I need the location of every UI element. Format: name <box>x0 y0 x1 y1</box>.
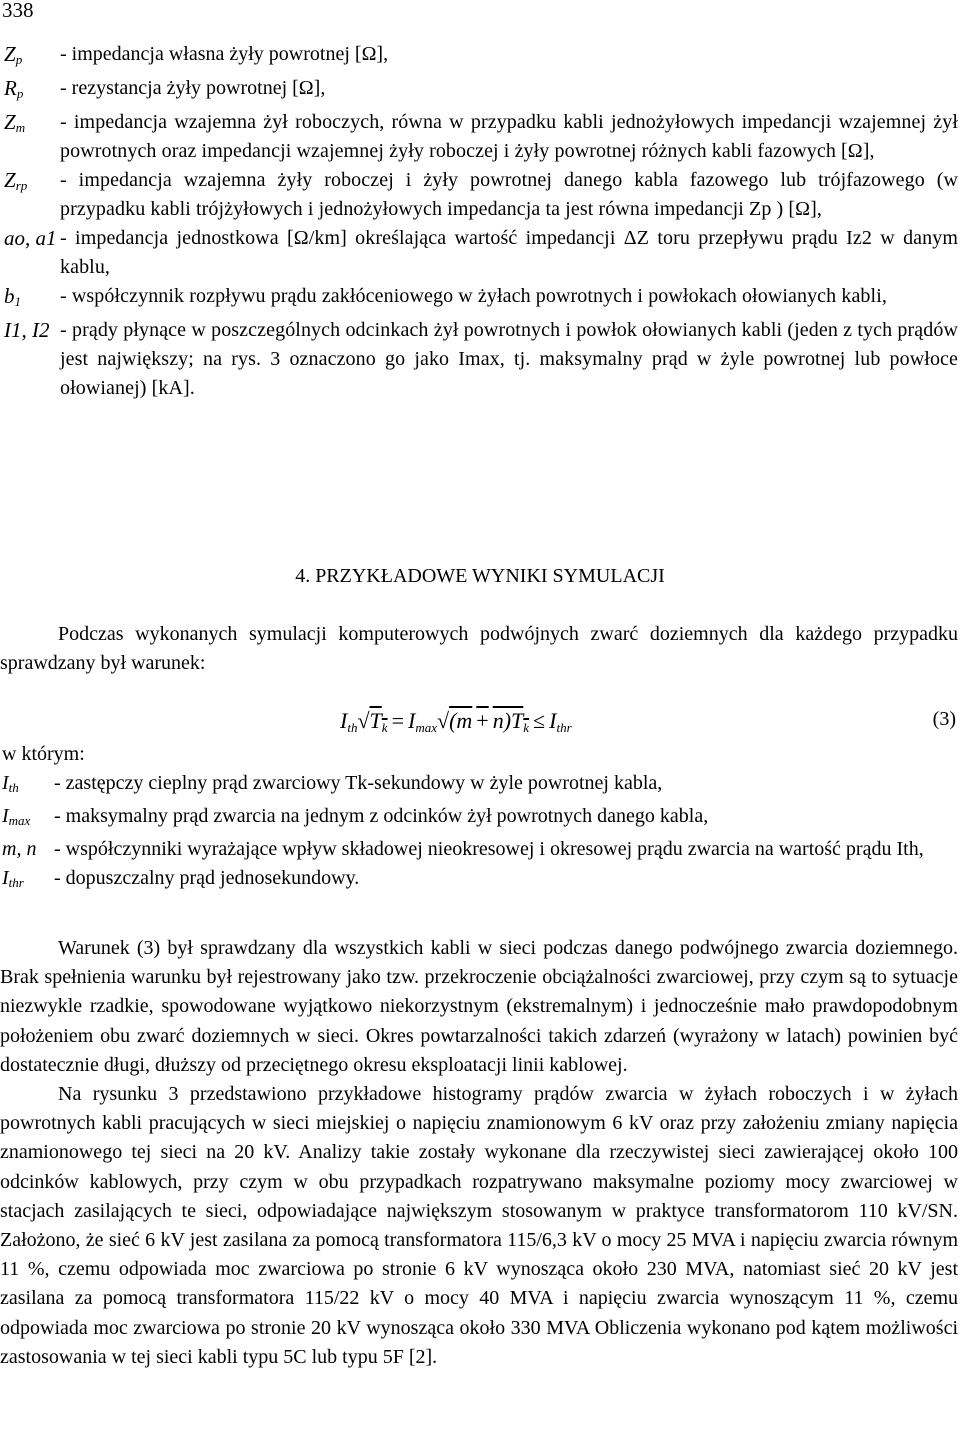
paragraph: Na rysunku 3 przedstawiono przykładowe histogramy prądów zwarcia w żyłach roboczych i w żyłach powrotnych kabli pracujących w sieci miejskiej o napięciu znamionowym 6 kV oraz przy założeniu zmiany napięcia znamionowego tej sieci na 20 kV. Analizy takie zostały wykonane dla rzeczywistej sieci zawierającej około 100 odcinków kablowych, przy czym w obu przypadkach rozpatrywano maksymalne poziomy mocy zwarciowej w stacjach zasilających te sieci, odpowiadające największym stosowanym w praktyce transformatorom 110 kV/SN. Założono, że sieć 6 kV jest zasilana za pomocą transformatora 115/6,3 kV o mocy 25 MVA i napięciu zwarcia równym 11 %, czemu odpowiada moc zwarciowa po stronie 6 kV wynosząca około 230 MVA, natomiast sieć 20 kV jest zasilana za pomocą transformatora 115/22 kV o mocy 40 MVA i napięciu zwarcia wynoszącym 11 %, czemu odpowiada moc zwarciowa po stronie 20 kV wynosząca około 330 MVA Obliczenia wykonano pod kątem możliwości zastosowania w tej sieci kabli typu 5C lub typu 5F [2]. <box>0 1083 958 1368</box>
variable-text: - dopuszczalny prąd jednosekundowy. <box>54 867 360 889</box>
symbol: $Z_m$ <box>4 110 26 135</box>
intro-paragraph: Podczas wykonanych symulacji komputerowych podwójnych zwarć doziemnych dla każdego przypadku sprawdzany był warunek: <box>0 623 958 674</box>
variable-item <box>0 802 958 835</box>
variable-item <box>0 864 958 897</box>
variable-text: - zastępczy cieplny prąd zwarciowy Tk-sekundowy w żyle powrotnej kabla, <box>54 772 663 794</box>
symbol: I1, I2 <box>4 318 50 342</box>
definition-item <box>0 316 958 403</box>
definition-item <box>0 166 958 224</box>
variable-symbol: $I_{thr}$ <box>2 867 24 890</box>
symbol: $R_p$ <box>4 76 24 101</box>
definition-text: - prądy płynące w poszczególnych odcinkach żył powrotnych i powłok ołowianych kabli (jeden z tych prądów jest największy; na rys. 3 oznaczono go jako Imax, tj. maksymalny prąd w żyle powrotnej lub powłoce ołowianej) [kA]. <box>60 319 958 399</box>
definition-item <box>0 40 958 74</box>
body-text <box>0 934 958 1372</box>
symbol: $b_1$ <box>4 284 21 309</box>
section-heading: 4. PRZYKŁADOWE WYNIKI SYMULACJI <box>295 565 665 587</box>
variable-symbol: $I_{th}$ <box>2 772 19 795</box>
definition-text: - rezystancja żyły powrotnej [Ω], <box>60 77 326 99</box>
paragraph: Warunek (3) był sprawdzany dla wszystkich kabli w sieci podczas danego podwójnego zwarcia doziemnego. Brak spełnienia warunku był rejestrowany jako tzw. przekroczenie obciążalności zwarciowej, przy czym są to sytuacje niezwykle rzadkie, spowodowane wyjątkowo niekorzystnym (ekstremalnym) i jednocześnie mało prawdopodobnym położeniem obu zwarć doziemnych w sieci. Okres powtarzalności takich zdarzeń (wyrażony w latach) powinien być dostatecznie długi, dłuższy od przeciętnego okresu eksploatacji linii kablowej. <box>0 937 958 1076</box>
definition-text: - impedancja wzajemna żyły roboczej i żyły powrotnej danego kabla fazowego lub trójfazowego (w przypadku kabli trójżyłowych i jednożyłowych impedancja ta jest równa impedancji Zp ) [Ω], <box>60 169 958 220</box>
variables-list <box>0 769 958 897</box>
definition-item <box>0 282 958 316</box>
variable-text: - maksymalny prąd zwarcia na jednym z odcinków żył powrotnych danego kabla, <box>54 805 709 827</box>
definition-text: - impedancja własna żyły powrotnej [Ω], <box>60 43 389 65</box>
variable-symbol: m, n <box>2 838 37 860</box>
where-label: w którym: <box>2 743 85 765</box>
definition-item <box>0 108 958 166</box>
variable-text: - współczynniki wyrażające wpływ składowej nieokresowej i okresowej prądu zwarcia na wartość prądu Ith, <box>54 838 924 860</box>
equation: $I_{th}√T_k = I_{max}√(m + n)T_k \le I_{thr}$ <box>340 708 572 735</box>
definition-item <box>0 74 958 108</box>
variable-symbol: $I_{max}$ <box>2 805 31 828</box>
definition-text: - impedancja jednostkowa [Ω/km] określająca wartość impedancji ΔZ toru przepływu prądu Iz2 w danym kablu, <box>60 227 958 278</box>
symbol: $Z_p$ <box>4 42 23 67</box>
page-number: 338 <box>2 0 34 22</box>
definition-text: - współczynnik rozpływu prądu zakłóceniowego w żyłach powrotnych i powłokach ołowianych kabli, <box>60 285 887 307</box>
variable-item <box>0 835 958 864</box>
definition-item <box>0 224 958 282</box>
definitions-list <box>0 40 958 403</box>
definition-text: - impedancja wzajemna żył roboczych, równa w przypadku kabli jednożyłowych impedancji wzajemnej żył powrotnych oraz impedancji wzajemnej żyły roboczej i żyły powrotnej różnych kabli fazowych [Ω], <box>60 111 958 162</box>
variable-item <box>0 769 958 802</box>
equation-number: (3) <box>932 708 956 730</box>
symbol: $Z_{rp}$ <box>4 168 28 193</box>
symbol: ao, a1 <box>4 226 57 250</box>
